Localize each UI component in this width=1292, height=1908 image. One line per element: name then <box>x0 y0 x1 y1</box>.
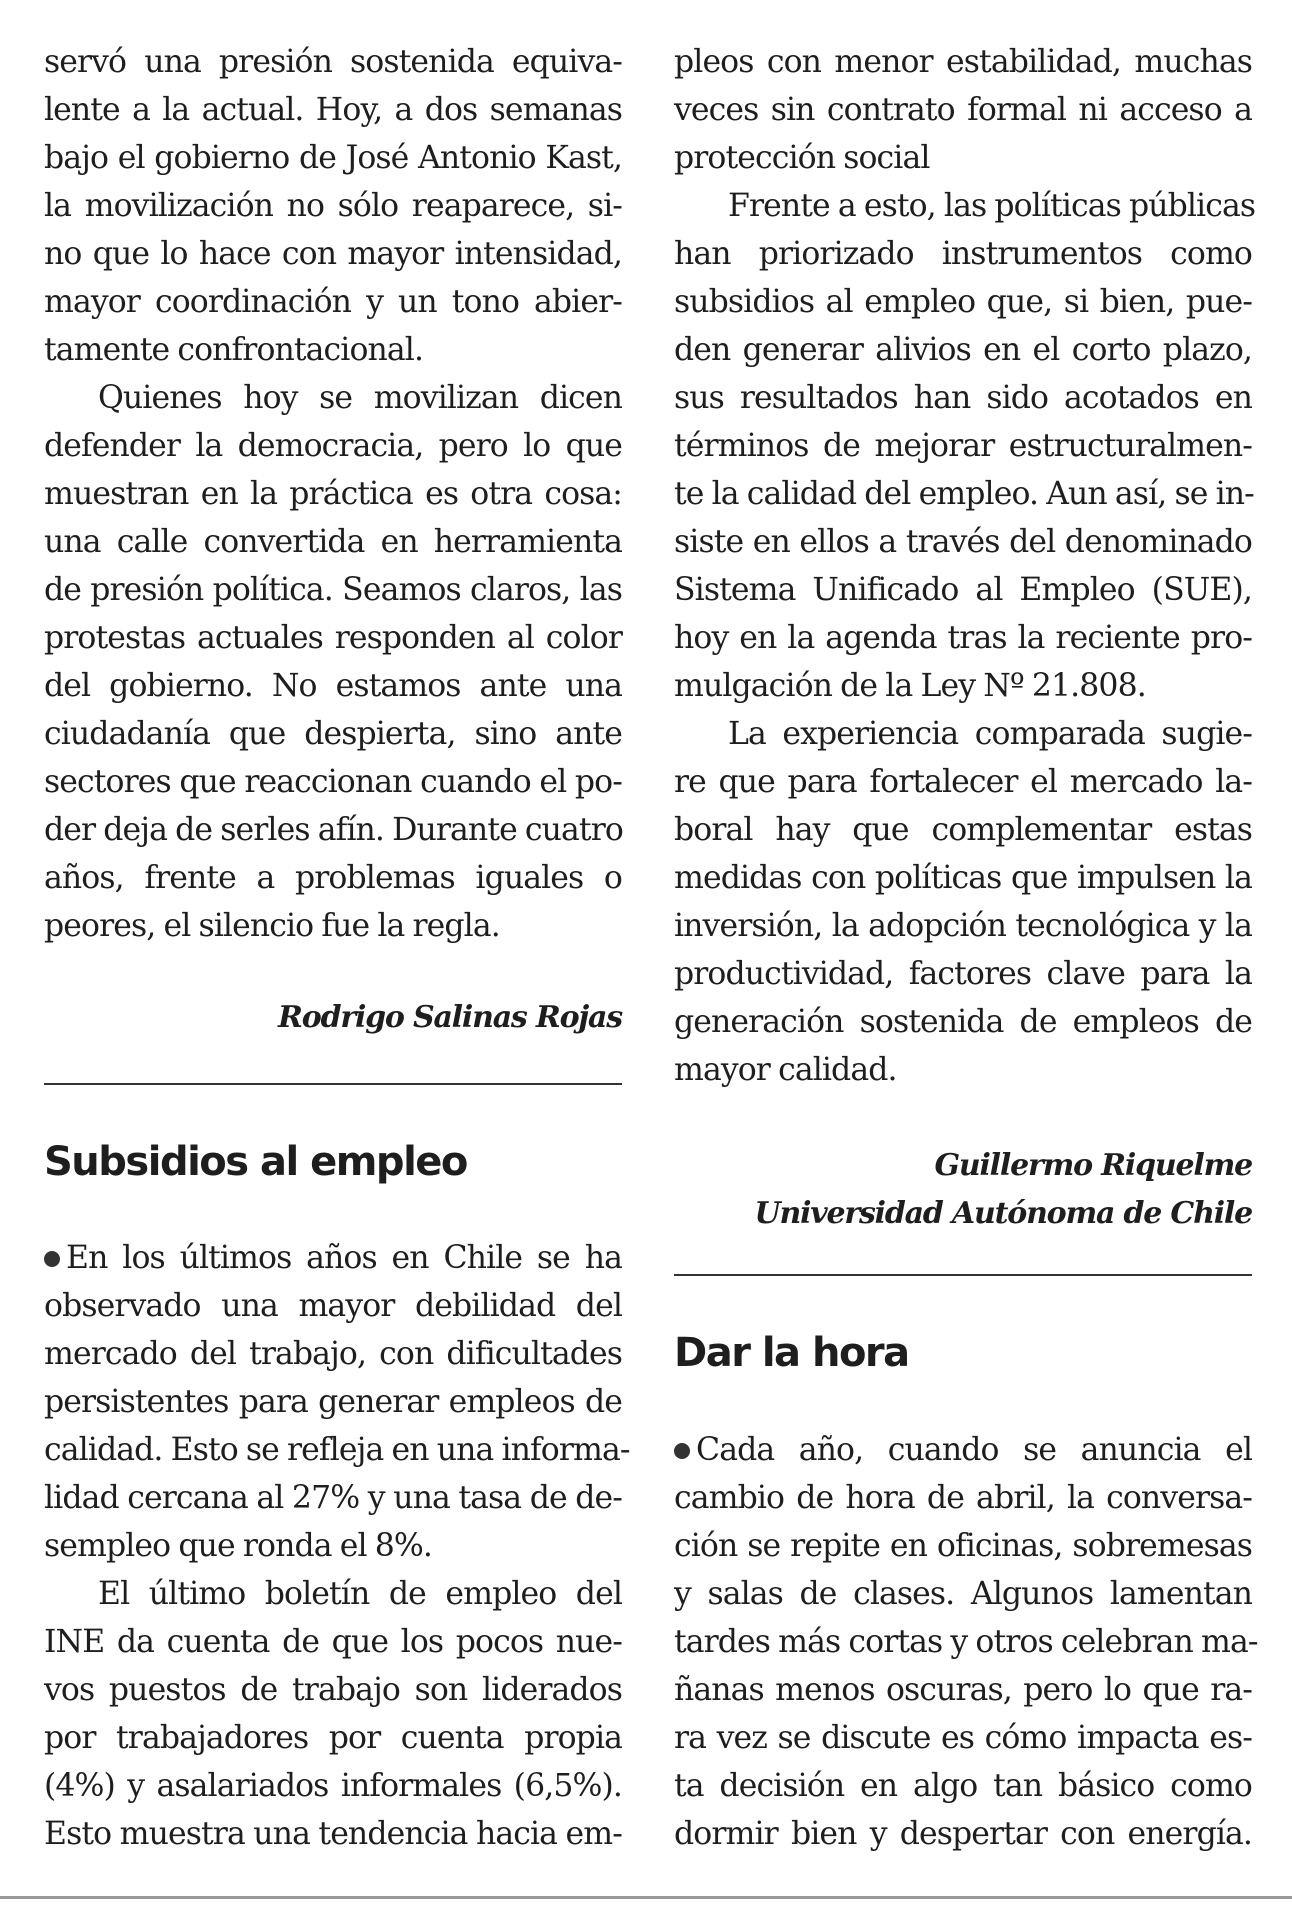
body-line: bajo el gobierno de José Antonio Kast, <box>44 140 622 176</box>
body-line: servó una presión sostenida equiva- <box>44 44 622 80</box>
body-line: veces sin contrato formal ni acceso a <box>674 92 1252 128</box>
body-line: ra vez se discute es cómo impacta es- <box>674 1720 1252 1756</box>
body-line: no que lo hace con mayor intensidad, <box>44 236 622 272</box>
body-line: hoy en la agenda tras la reciente pro- <box>674 620 1252 656</box>
body-line: de presión política. Seamos claros, las <box>44 572 622 608</box>
author-affiliation: Universidad Autónoma de Chile <box>754 1196 1252 1231</box>
body-line: subsidios al empleo que, si bien, pue- <box>674 284 1252 320</box>
body-line: boral hay que complementar estas <box>674 812 1252 848</box>
body-line: y salas de clases. Algunos lamentan <box>674 1576 1252 1612</box>
body-line: tamente confrontacional. <box>44 332 424 368</box>
letter-heading: Subsidios al empleo <box>44 1139 467 1185</box>
body-line: re que para fortalecer el mercado la- <box>674 764 1252 800</box>
body-line: Quienes hoy se movilizan dicen <box>98 380 622 416</box>
body-line: den generar alivios en el corto plazo, <box>674 332 1252 368</box>
body-line: términos de mejorar estructuralmen- <box>674 428 1252 464</box>
section-divider <box>44 1083 622 1085</box>
body-line: Frente a esto, las políticas públicas <box>728 188 1256 224</box>
body-line: sempleo que ronda el 8%. <box>44 1528 433 1564</box>
body-line: muestran en la práctica es otra cosa: <box>44 476 622 512</box>
body-line: calidad. Esto se refleja en una informa- <box>44 1432 630 1468</box>
body-line: observado una mayor debilidad del <box>44 1288 622 1324</box>
letter-heading: Dar la hora <box>674 1330 909 1376</box>
body-line: INE da cuenta de que los pocos nue- <box>44 1624 622 1660</box>
body-line: cambio de hora de abril, la conversa- <box>674 1480 1252 1516</box>
body-line: defender la democracia, pero lo que <box>44 428 622 464</box>
body-line: inversión, la adopción tecnológica y la <box>674 908 1252 944</box>
body-line: peores, el silencio fue la regla. <box>44 908 500 944</box>
body-line: ta decisión en algo tan básico como <box>674 1768 1252 1804</box>
body-line: protección social <box>674 140 930 176</box>
body-line: sus resultados han sido acotados en <box>674 380 1252 416</box>
body-line: En los últimos años en Chile se ha <box>44 1234 622 1282</box>
body-line: (4%) y asalariados informales (6,5%). <box>44 1768 622 1804</box>
body-line: sectores que reaccionan cuando el po- <box>44 764 622 800</box>
body-line: siste en ellos a través del denominado <box>674 524 1252 560</box>
body-line: Sistema Unificado al Empleo (SUE), <box>674 572 1252 608</box>
body-line: lente a la actual. Hoy, a dos semanas <box>44 92 622 128</box>
body-line: ción se repite en oficinas, sobremesas <box>674 1528 1252 1564</box>
body-line: por trabajadores por cuenta propia <box>44 1720 622 1756</box>
body-line: persistentes para generar empleos de <box>44 1384 622 1420</box>
body-line: vos puestos de trabajo son liderados <box>44 1672 622 1708</box>
body-line: Cada año, cuando se anuncia el <box>674 1426 1252 1474</box>
body-line: te la calidad del empleo. Aun así, se in- <box>674 476 1254 512</box>
body-line: ciudadanía que despierta, sino ante <box>44 716 622 752</box>
body-line: generación sostenida de empleos de <box>674 1004 1252 1040</box>
body-line: El último boletín de empleo del <box>98 1576 622 1612</box>
body-line: medidas con políticas que impulsen la <box>674 860 1252 896</box>
body-line: mayor calidad. <box>674 1052 897 1088</box>
body-line: una calle convertida en herramienta <box>44 524 622 560</box>
body-line: mayor coordinación y un tono abier- <box>44 284 622 320</box>
body-line: lidad cercana al 27% y una tasa de de- <box>44 1480 622 1516</box>
body-line: ñanas menos oscuras, pero lo que ra- <box>674 1672 1252 1708</box>
body-line: tardes más cortas y otros celebran ma- <box>674 1624 1258 1660</box>
body-line: dormir bien y despertar con energía. <box>674 1816 1252 1852</box>
body-line: del gobierno. No estamos ante una <box>44 668 622 704</box>
page-bottom-border <box>0 1896 1292 1899</box>
body-line: años, frente a problemas iguales o <box>44 860 622 896</box>
body-line: han priorizado instrumentos como <box>674 236 1252 272</box>
body-line: La experiencia comparada sugie- <box>728 716 1252 752</box>
body-line: la movilización no sólo reaparece, si- <box>44 188 622 224</box>
body-line: pleos con menor estabilidad, muchas <box>674 44 1252 80</box>
body-line: mercado del trabajo, con dificultades <box>44 1336 622 1372</box>
author-signature: Rodrigo Salinas Rojas <box>278 1000 622 1035</box>
body-line: der deja de serles afín. Durante cuatro <box>44 812 623 848</box>
body-line: productividad, factores clave para la <box>674 956 1252 992</box>
body-line: protestas actuales responden al color <box>44 620 622 656</box>
body-line: Esto muestra una tendencia hacia em- <box>44 1816 622 1852</box>
body-line: mulgación de la Ley Nº 21.808. <box>674 668 1146 704</box>
section-divider <box>674 1274 1252 1276</box>
author-signature: Guillermo Riquelme <box>934 1148 1252 1183</box>
